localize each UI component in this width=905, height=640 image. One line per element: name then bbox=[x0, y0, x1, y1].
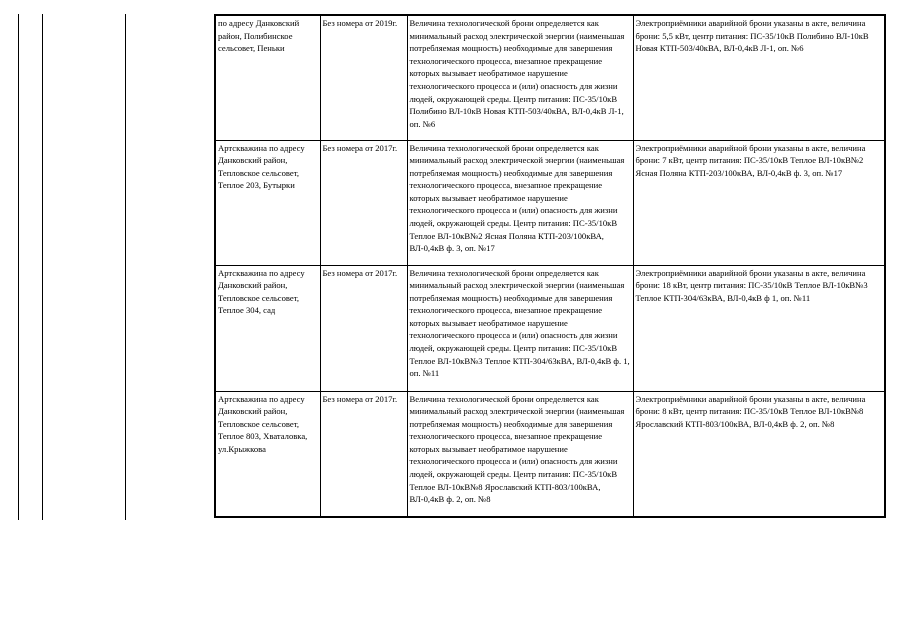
reserve-details-cell: Электроприёмники аварийной брони указаны в акте, величина брони: 8 кВт, центр питания: ПС-35/10кВ Теплое ВЛ-10кВ№8 Ярославский КТП-803/100кВА, ВЛ-0,4кВ ф. 2, оп. №8 bbox=[633, 391, 885, 517]
table-row bbox=[215, 140, 885, 265]
left-column-rule-1 bbox=[18, 14, 19, 520]
document-number-cell: Без номера от 2017г. bbox=[320, 391, 407, 517]
document-number-cell: Без номера от 2019г. bbox=[320, 15, 407, 140]
document-number-cell: Без номера от 2017г. bbox=[320, 140, 407, 265]
reserve-reason-cell: Величина технологической брони определяется как минимальный расход электрической энергии (наименьшая потребляемая мощность) необходимые для завершения технологического процесса, внезапное прекращение которых вызывает необратимое нарушение технологического процесса и (или) опасность для жизни людей, окружающей среды. Центр питания: ПС-35/10кВ Теплое ВЛ-10кВ№2 Ясная Поляна КТП-203/100кВА, ВЛ-0,4кВ ф. 3, оп. №17 bbox=[407, 140, 633, 265]
reserve-details-cell: Электроприёмники аварийной брони указаны в акте, величина брони: 18 кВт, центр питания: ПС-35/10кВ Теплое ВЛ-10кВ№3 Теплое КТП-304/63кВА, ВЛ-0,4кВ ф 1, оп. №11 bbox=[633, 265, 885, 391]
document-number-cell: Без номера от 2017г. bbox=[320, 265, 407, 391]
table-row bbox=[215, 15, 885, 140]
reserve-reason-cell: Величина технологической брони определяется как минимальный расход электрической энергии (наименьшая потребляемая мощность) необходимые для завершения технологического процесса, внезапное прекращение которых вызывает необратимое нарушение технологического процесса и (или) опасность для жизни людей, окружающей среды. Центр питания: ПС-35/10кВ Полибино ВЛ-10кВ Новая КТП-503/40кВА, ВЛ-0,4кВ Л-1, оп. №6 bbox=[407, 15, 633, 140]
left-column-rule-2 bbox=[42, 14, 43, 520]
reserve-reason-cell: Величина технологической брони определяется как минимальный расход электрической энергии (наименьшая потребляемая мощность) необходимые для завершения технологического процесса, внезапное прекращение которых вызывает необратимое нарушение технологического процесса и (или) опасность для жизни людей, окружающей среды. Центр питания: ПС-35/10кВ Теплое ВЛ-10кВ№8 Ярославский КТП-803/100кВА, ВЛ-0,4кВ ф. 2, оп. №8 bbox=[407, 391, 633, 517]
reserve-reason-cell: Величина технологической брони определяется как минимальный расход электрической энергии (наименьшая потребляемая мощность) необходимые для завершения технологического процесса, внезапное прекращение которых вызывает необратимое нарушение технологического процесса и (или) опасность для жизни людей, окружающей среды. Центр питания: ПС-35/10кВ Теплое ВЛ-10кВ№3 Теплое КТП-304/63кВА, ВЛ-0,4кВ ф. 1, оп. №11 bbox=[407, 265, 633, 391]
object-cell: Артскважина по адресу Данковский район, Тепловское сельсовет, Теплое 203, Бутырки bbox=[215, 140, 320, 265]
object-cell: Артскважина по адресу Данковский район, Тепловское сельсовет, Теплое 304, сад bbox=[215, 265, 320, 391]
reserve-details-cell: Электроприёмники аварийной брони указаны в акте, величина брони: 5,5 кВт, центр питания: ПС-35/10кВ Полибино ВЛ-10кВ Новая КТП-503/40кВА, ВЛ-0,4кВ Л-1, оп. №6 bbox=[633, 15, 885, 140]
object-cell: по адресу Данковский район, Полибинское сельсовет, Пеньки bbox=[215, 15, 320, 140]
object-cell: Артскважина по адресу Данковский район, Тепловское сельсовет, Теплое 803, Хваталовка, ул.Крыжкова bbox=[215, 391, 320, 517]
left-column-rule-3 bbox=[125, 14, 126, 520]
table-row bbox=[215, 391, 885, 517]
emergency-reserve-table bbox=[214, 14, 886, 518]
reserve-details-cell: Электроприёмники аварийной брони указаны в акте, величина брони: 7 кВт, центр питания: ПС-35/10кВ Теплое ВЛ-10кВ№2 Ясная Поляна КТП-203/100кВА, ВЛ-0,4кВ ф. 3, оп. №17 bbox=[633, 140, 885, 265]
table-row bbox=[215, 265, 885, 391]
